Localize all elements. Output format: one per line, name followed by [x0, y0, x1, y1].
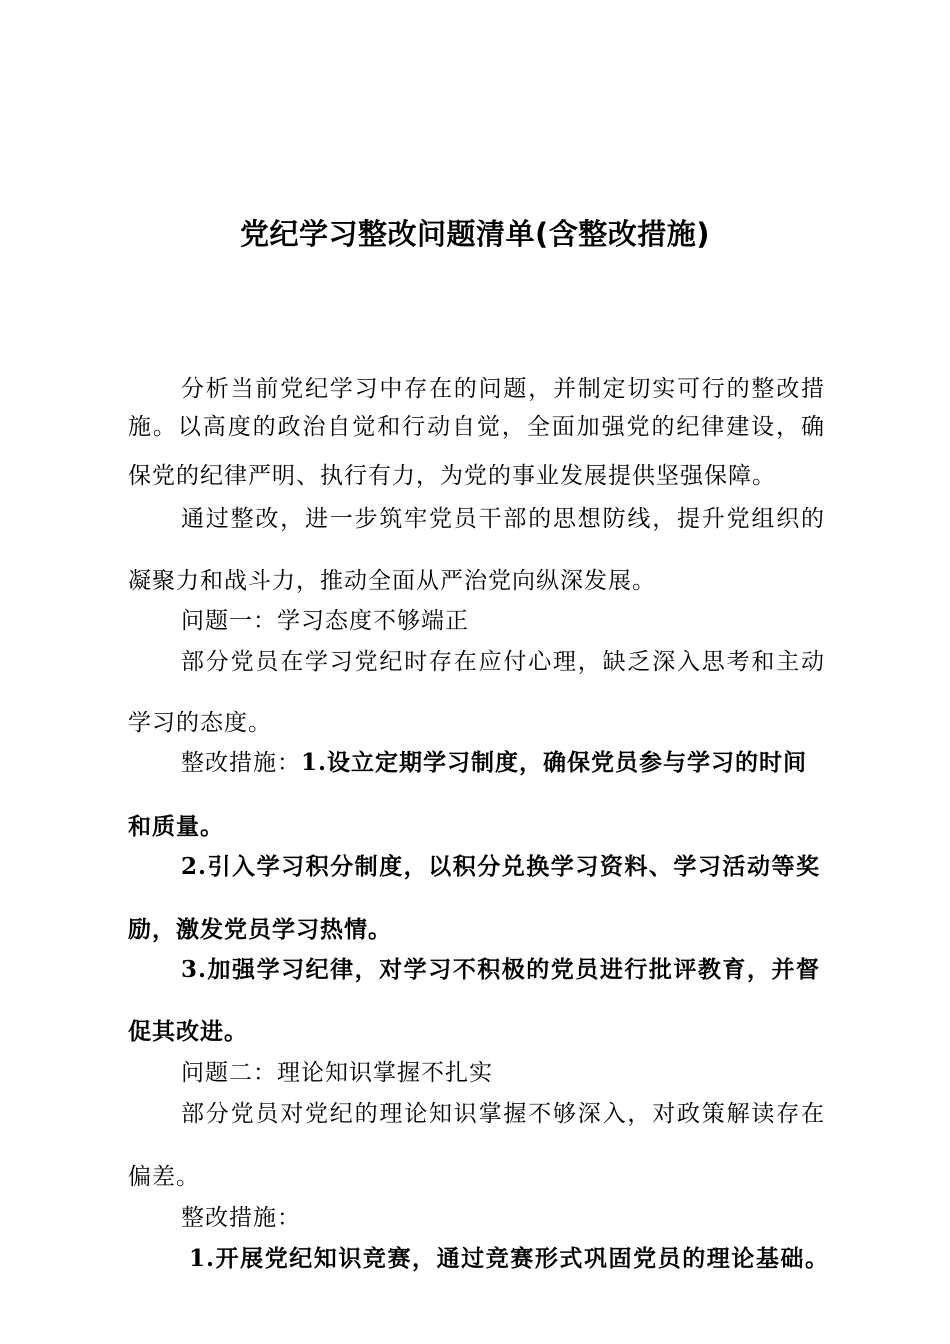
- measure-item: 励，激发党员学习热情。: [128, 916, 392, 943]
- measure-item: 促其改进。: [128, 1018, 248, 1045]
- measures-label: 整改措施：: [181, 1205, 301, 1231]
- measure-item: 2.引入学习积分制度，以积分兑换学习资料、学习活动等奖: [181, 853, 820, 880]
- paragraph-line: 部分党员在学习党纪时存在应付心理，缺乏深入思考和主动: [181, 649, 825, 675]
- measures-label: 整改措施：: [181, 750, 301, 776]
- problem-heading: 问题一：学习态度不够端正: [181, 608, 469, 634]
- paragraph-line: 凝聚力和战斗力，推动全面从严治党向纵深发展。: [128, 568, 656, 594]
- paragraph-line: 保党的纪律严明、执行有力，为党的事业发展提供坚强保障。: [128, 463, 776, 489]
- measure-item: 3.加强学习纪律，对学习不积极的党员进行批评教育，并督: [181, 956, 820, 983]
- measure-item: 1.设立定期学习制度，确保党员参与学习的时间: [301, 749, 808, 776]
- paragraph-line: 通过整改，进一步筑牢党员干部的思想防线，提升党组织的: [181, 506, 825, 532]
- paragraph-line: 施。以高度的政治自觉和行动自觉，全面加强党的纪律建设，确: [128, 414, 825, 440]
- problem-heading: 问题二：理论知识掌握不扎实: [181, 1060, 493, 1086]
- paragraph-line: 偏差。: [128, 1164, 200, 1190]
- measures-line: [181, 748, 807, 778]
- measure-item: 1.开展党纪知识竞赛，通过竞赛形式巩固党员的理论基础。: [189, 1245, 829, 1272]
- paragraph-line: 分析当前党纪学习中存在的问题，并制定切实可行的整改措: [181, 376, 825, 402]
- document-title: 党纪学习整改问题清单(含整改措施): [239, 217, 710, 251]
- measure-item: 和质量。: [128, 813, 224, 840]
- paragraph-line: 学习的态度。: [128, 710, 272, 736]
- paragraph-line: 部分党员对党纪的理论知识掌握不够深入，对政策解读存在: [181, 1101, 825, 1127]
